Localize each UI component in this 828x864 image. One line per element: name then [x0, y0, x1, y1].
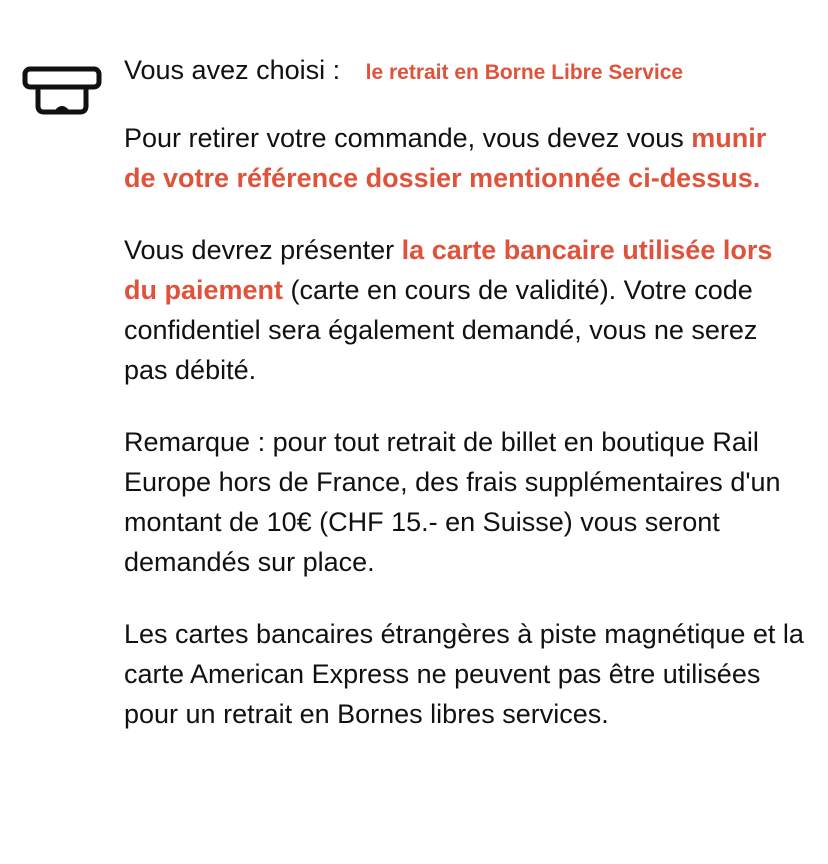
- chosen-option-line: [124, 50, 804, 94]
- highlight-card: la carte bancaire utilisée lors du paiement: [124, 235, 773, 305]
- paragraph-text: (carte en cours de validité). Votre code confidentiel sera également demandé, vous ne serez pas débité.: [124, 275, 758, 385]
- paragraph-card: [124, 230, 804, 390]
- paragraph-remark: [124, 422, 804, 582]
- paragraph-text: Vous devrez présenter: [124, 235, 402, 265]
- paragraph-reference: [124, 118, 804, 198]
- paragraph-text: Pour retirer votre commande, vous devez vous: [124, 123, 692, 153]
- withdrawal-info: [124, 50, 804, 734]
- paragraph-text: Remarque : pour tout retrait de billet en boutique Rail Europe hors de France, des frais supplémentaires d'un montant de 10€ (CHF 15.- en Suisse) vous seront demandés sur place.: [124, 427, 781, 577]
- highlight-reference: munir de votre référence dossier mentionnée ci-dessus.: [124, 123, 767, 193]
- paragraph-foreign-cards: [124, 614, 804, 734]
- chosen-value: le retrait en Borne Libre Service: [365, 61, 684, 84]
- paragraph-text: Les cartes bancaires étrangères à piste magnétique et la carte American Express ne peuvent pas être utilisées pour un retrait en Bornes libres services.: [124, 619, 804, 729]
- ticket-terminal-icon: [22, 66, 102, 116]
- chosen-label: Vous avez choisi :: [124, 55, 341, 85]
